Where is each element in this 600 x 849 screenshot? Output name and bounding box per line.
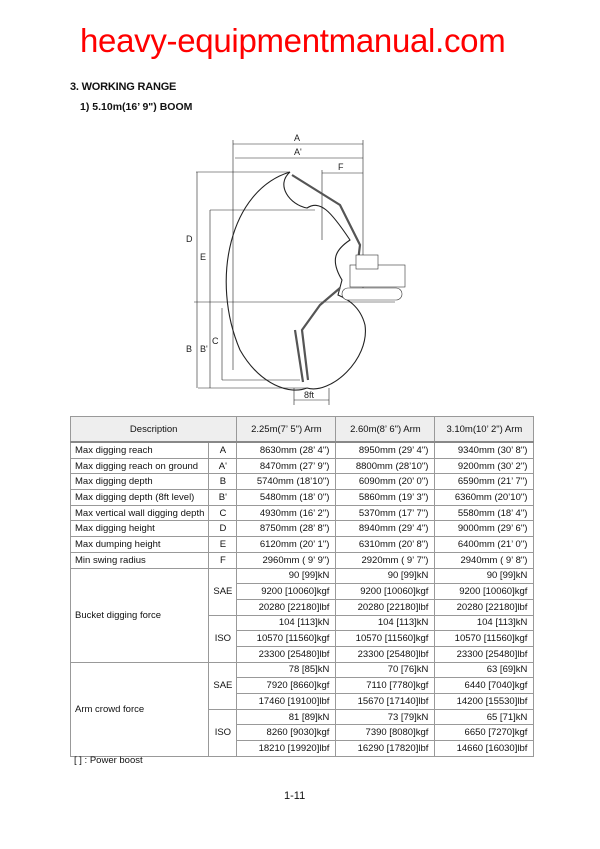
row-description: Max digging reach bbox=[71, 442, 209, 458]
force-standard: ISO bbox=[209, 709, 237, 756]
row-letter: E bbox=[209, 537, 237, 553]
row-letter: C bbox=[209, 505, 237, 521]
header-arm-3: 3.10m(10’ 2") Arm bbox=[435, 417, 534, 443]
row-value: 6590mm (21’ 7") bbox=[435, 474, 534, 490]
force-value: 8260 [9030]kgf bbox=[237, 725, 336, 741]
label-D: D bbox=[186, 234, 193, 244]
row-value: 9000mm (29’ 6") bbox=[435, 521, 534, 537]
force-value: 20280 [22180]lbf bbox=[435, 599, 534, 615]
table-row bbox=[71, 662, 534, 678]
table-header bbox=[71, 417, 534, 443]
row-value: 5580mm (18’ 4") bbox=[435, 505, 534, 521]
row-value: 8750mm (28’ 8") bbox=[237, 521, 336, 537]
label-C: C bbox=[212, 336, 219, 346]
row-value: 8630mm (28’ 4") bbox=[237, 442, 336, 458]
force-value: 90 [99]kN bbox=[237, 568, 336, 584]
row-value: 2960mm ( 9’ 9") bbox=[237, 552, 336, 568]
row-description: Max digging reach on ground bbox=[71, 458, 209, 474]
row-description: Min swing radius bbox=[71, 552, 209, 568]
table-row bbox=[71, 568, 534, 584]
row-value: 9340mm (30’ 8") bbox=[435, 442, 534, 458]
force-value: 9200 [10060]kgf bbox=[237, 584, 336, 600]
table-row bbox=[71, 458, 534, 474]
row-letter: F bbox=[209, 552, 237, 568]
table-row bbox=[71, 552, 534, 568]
force-value: 104 [113]kN bbox=[237, 615, 336, 631]
label-8ft: 8ft bbox=[304, 390, 315, 400]
row-value: 5480mm (18’ 0") bbox=[237, 490, 336, 506]
label-B-prime: B' bbox=[200, 344, 208, 354]
subsection-title: 1) 5.10m(16’ 9") BOOM bbox=[80, 101, 193, 113]
force-value: 23300 [25480]lbf bbox=[237, 646, 336, 662]
label-A-prime: A' bbox=[294, 147, 302, 157]
force-standard: SAE bbox=[209, 568, 237, 615]
row-description: Max vertical wall digging depth bbox=[71, 505, 209, 521]
row-value: 2940mm ( 9’ 8") bbox=[435, 552, 534, 568]
page-number: 1-11 bbox=[284, 790, 306, 802]
force-value: 18210 [19920]lbf bbox=[237, 741, 336, 757]
row-value: 6310mm (20’ 8") bbox=[336, 537, 435, 553]
force-value: 78 [85]kN bbox=[237, 662, 336, 678]
row-value: 8470mm (27’ 9") bbox=[237, 458, 336, 474]
header-arm-2: 2.60m(8’ 6") Arm bbox=[336, 417, 435, 443]
force-value: 17460 [19100]lbf bbox=[237, 694, 336, 710]
row-value: 9200mm (30’ 2") bbox=[435, 458, 534, 474]
label-E: E bbox=[200, 252, 207, 262]
force-standard: SAE bbox=[209, 662, 237, 709]
row-value: 8950mm (29’ 4") bbox=[336, 442, 435, 458]
label-A: A bbox=[294, 133, 301, 143]
force-value: 104 [113]kN bbox=[336, 615, 435, 631]
force-value: 7390 [8080]kgf bbox=[336, 725, 435, 741]
row-value: 8800mm (28’10") bbox=[336, 458, 435, 474]
force-description: Arm crowd force bbox=[71, 662, 209, 756]
row-value: 6360mm (20’10") bbox=[435, 490, 534, 506]
watermark: heavy-equipmentmanual.com bbox=[80, 22, 506, 59]
row-value: 6400mm (21’ 0") bbox=[435, 537, 534, 553]
row-value: 5370mm (17’ 7") bbox=[336, 505, 435, 521]
force-value: 104 [113]kN bbox=[435, 615, 534, 631]
force-value: 6650 [7270]kgf bbox=[435, 725, 534, 741]
row-letter: B bbox=[209, 474, 237, 490]
row-value: 8940mm (29’ 4") bbox=[336, 521, 435, 537]
row-value: 5740mm (18’10") bbox=[237, 474, 336, 490]
row-description: Max digging depth (8ft level) bbox=[71, 490, 209, 506]
force-value: 63 [69]kN bbox=[435, 662, 534, 678]
force-value: 20280 [22180]lbf bbox=[336, 599, 435, 615]
force-value: 23300 [25480]lbf bbox=[435, 646, 534, 662]
force-value: 81 [89]kN bbox=[237, 709, 336, 725]
row-value: 2920mm ( 9’ 7") bbox=[336, 552, 435, 568]
force-value: 14660 [16030]lbf bbox=[435, 741, 534, 757]
table-row bbox=[71, 537, 534, 553]
force-value: 7920 [8660]kgf bbox=[237, 678, 336, 694]
force-standard: ISO bbox=[209, 615, 237, 662]
force-value: 90 [99]kN bbox=[435, 568, 534, 584]
section-title: 3. WORKING RANGE bbox=[70, 81, 177, 93]
force-value: 15670 [17140]lbf bbox=[336, 694, 435, 710]
table-row bbox=[71, 442, 534, 458]
force-value: 70 [76]kN bbox=[336, 662, 435, 678]
row-description: Max digging height bbox=[71, 521, 209, 537]
row-value: 6120mm (20’ 1") bbox=[237, 537, 336, 553]
force-value: 73 [79]kN bbox=[336, 709, 435, 725]
row-letter: A' bbox=[209, 458, 237, 474]
force-value: 9200 [10060]kgf bbox=[336, 584, 435, 600]
force-value: 10570 [11560]kgf bbox=[435, 631, 534, 647]
force-value: 90 [99]kN bbox=[336, 568, 435, 584]
force-value: 65 [71]kN bbox=[435, 709, 534, 725]
force-value: 9200 [10060]kgf bbox=[435, 584, 534, 600]
power-boost-note: [ ] : Power boost bbox=[74, 755, 143, 766]
force-value: 14200 [15530]lbf bbox=[435, 694, 534, 710]
force-value: 7110 [7780]kgf bbox=[336, 678, 435, 694]
row-letter: D bbox=[209, 521, 237, 537]
table-row bbox=[71, 505, 534, 521]
row-letter: B' bbox=[209, 490, 237, 506]
row-value: 6090mm (20’ 0") bbox=[336, 474, 435, 490]
table-row bbox=[71, 521, 534, 537]
header-arm-1: 2.25m(7’ 5") Arm bbox=[237, 417, 336, 443]
force-description: Bucket digging force bbox=[71, 568, 209, 662]
table-row bbox=[71, 474, 534, 490]
row-description: Max dumping height bbox=[71, 537, 209, 553]
force-value: 10570 [11560]kgf bbox=[237, 631, 336, 647]
force-value: 16290 [17820]lbf bbox=[336, 741, 435, 757]
row-letter: A bbox=[209, 442, 237, 458]
row-value: 5860mm (19’ 3") bbox=[336, 490, 435, 506]
force-value: 10570 [11560]kgf bbox=[336, 631, 435, 647]
working-range-diagram bbox=[170, 130, 430, 410]
force-value: 6440 [7040]kgf bbox=[435, 678, 534, 694]
label-F: F bbox=[338, 162, 344, 172]
row-value: 4930mm (16’ 2") bbox=[237, 505, 336, 521]
label-B: B bbox=[186, 344, 193, 354]
table-row bbox=[71, 490, 534, 506]
force-value: 20280 [22180]lbf bbox=[237, 599, 336, 615]
force-value: 23300 [25480]lbf bbox=[336, 646, 435, 662]
row-description: Max digging depth bbox=[71, 474, 209, 490]
header-description: Description bbox=[71, 417, 237, 443]
working-range-table bbox=[70, 416, 534, 757]
